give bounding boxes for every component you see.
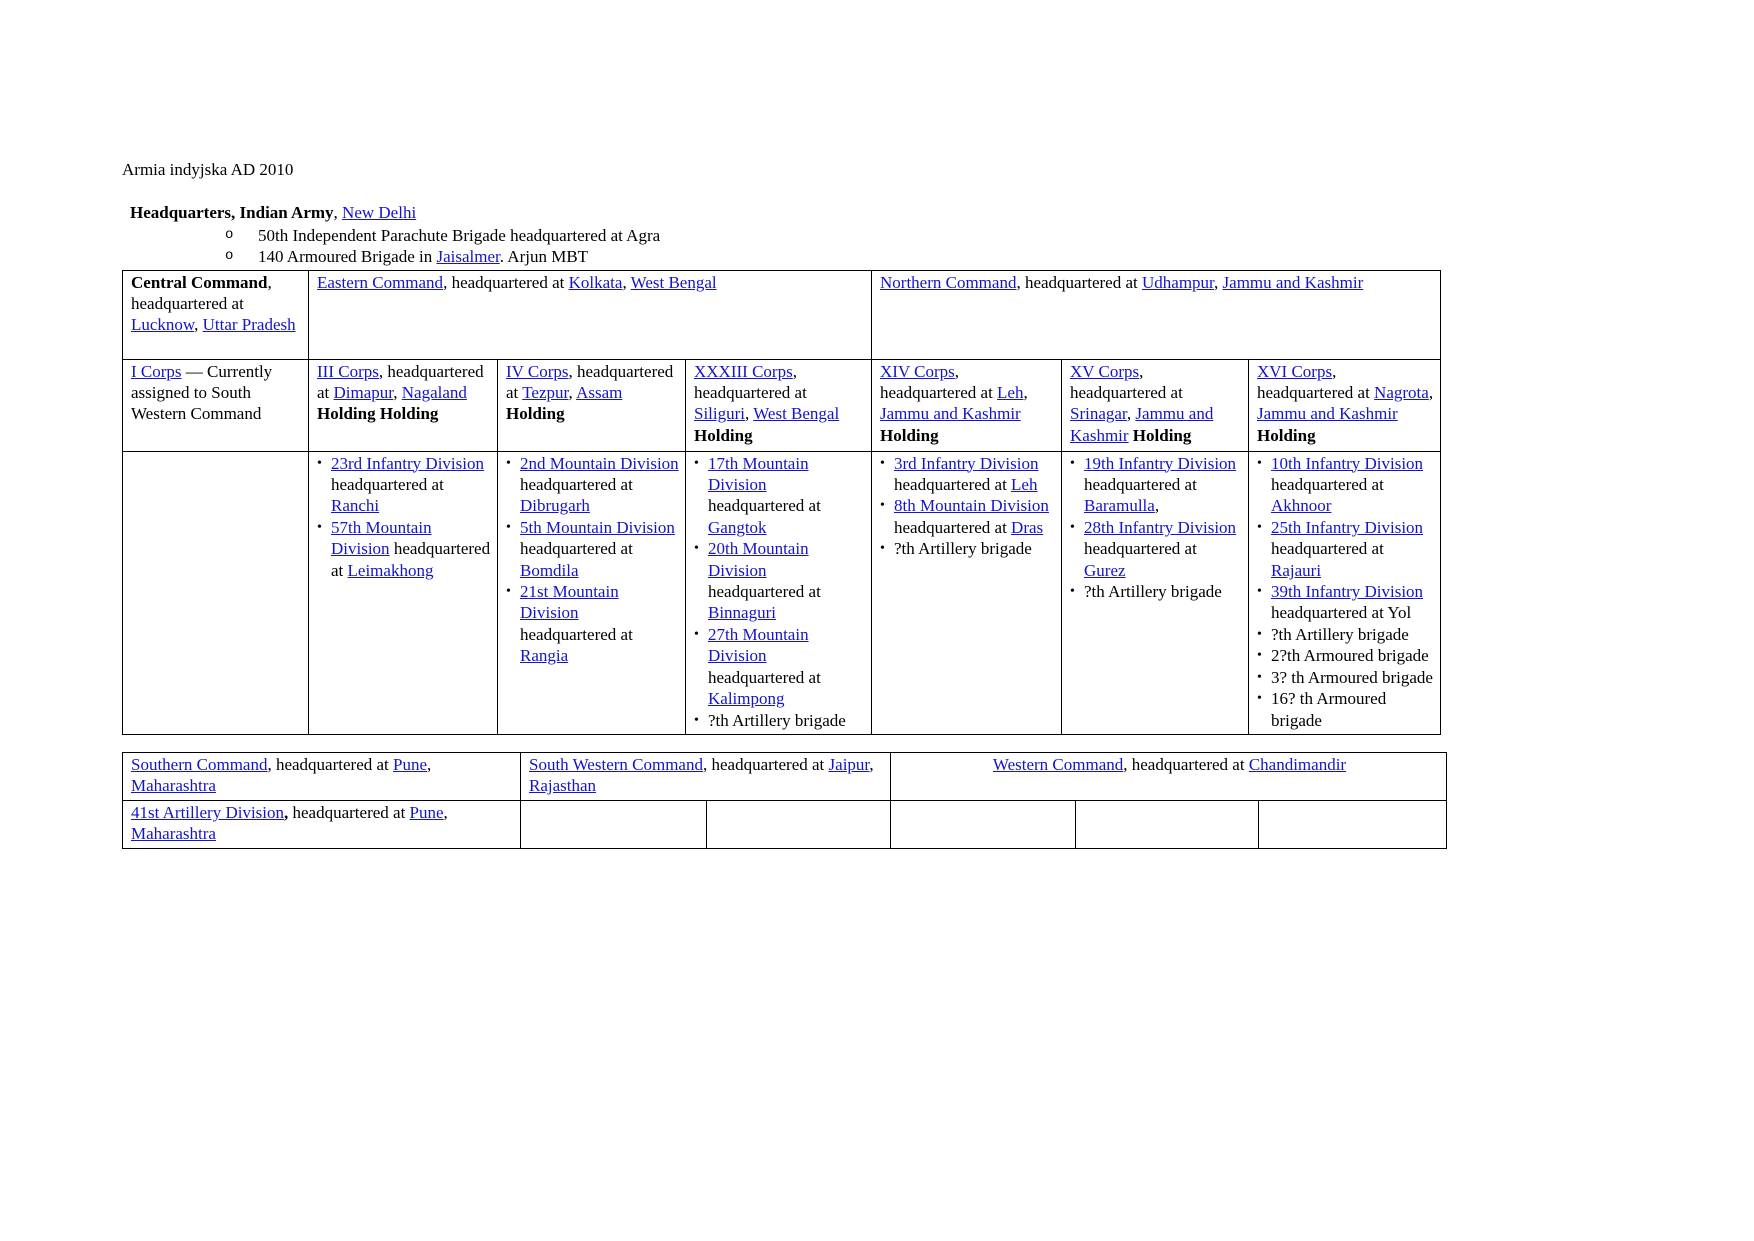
iv-corps-divisions-cell — [498, 451, 686, 734]
bullet-icon: • — [880, 498, 885, 514]
bullet-icon: • — [1070, 584, 1075, 600]
text-run: Headquarters, Indian Army — [130, 203, 334, 223]
link-tezpur[interactable]: Tezpur — [522, 383, 569, 403]
xvi-corps-cell — [1249, 359, 1441, 451]
text-run: headquartered at — [520, 475, 633, 495]
text-run: , headquartered at — [702, 754, 829, 774]
list-item — [1257, 667, 1434, 688]
text-run: Central Command — [131, 272, 268, 292]
link-siliguri[interactable]: Siliguri — [694, 404, 746, 424]
text-run: headquartered at — [1271, 539, 1384, 559]
list-item-text — [331, 517, 491, 581]
link-jammu-and-kashmir[interactable]: Jammu and Kashmir — [880, 404, 1021, 424]
list-item — [694, 538, 865, 624]
text-run: 50th Independent Parachute Brigade headquartered at Agra — [258, 225, 661, 245]
link-rajauri[interactable]: Rajauri — [1271, 560, 1322, 580]
list-item-text — [894, 538, 1055, 559]
text-run: , headquartered at — [443, 272, 569, 292]
link-srinagar[interactable]: Srinagar — [1070, 404, 1127, 424]
text-run: , — [622, 272, 631, 292]
text-run: ?th Artillery brigade — [894, 539, 1032, 559]
link-xiv-corps[interactable]: XIV Corps — [880, 361, 955, 381]
link-57th-mountain-division[interactable]: 57th Mountain Division — [331, 517, 432, 559]
bullet-icon: • — [1257, 455, 1262, 471]
bullet-icon: • — [1257, 584, 1262, 600]
link-chandimandir[interactable]: Chandimandir — [1248, 754, 1347, 774]
text-run: , headquartered at — [506, 361, 674, 403]
list-item — [694, 710, 865, 731]
bullet-icon: • — [880, 541, 885, 557]
link-leh[interactable]: Leh — [1011, 475, 1038, 495]
list-item-text — [520, 453, 679, 517]
link-iv-corps[interactable]: IV Corps — [506, 361, 569, 381]
link-south-western-command[interactable]: South Western Command — [529, 754, 703, 774]
link-iii-corps[interactable]: III Corps — [317, 361, 379, 381]
document-title: Armia indyjska AD 2010 — [122, 160, 294, 179]
xiv-corps-divisions-cell — [872, 451, 1062, 734]
text-run: ?th Artillery brigade — [1084, 582, 1222, 602]
list-item-text — [894, 453, 1055, 496]
link-maharashtra[interactable]: Maharashtra — [131, 824, 216, 844]
link-bomdila[interactable]: Bomdila — [520, 560, 579, 580]
link-23rd-infantry-division[interactable]: 23rd Infantry Division — [331, 453, 484, 473]
text-run: , — [194, 315, 203, 335]
link-udhampur[interactable]: Udhampur — [1142, 272, 1215, 292]
circle-bullet-icon: o — [225, 248, 234, 265]
link-17th-mountain-division[interactable]: 17th Mountain Division — [708, 453, 809, 495]
bullet-icon: • — [694, 626, 699, 642]
list-item — [122, 246, 1754, 267]
link-leimakhong[interactable]: Leimakhong — [347, 560, 434, 580]
link-leh[interactable]: Leh — [997, 383, 1024, 403]
xxxiii-corps-cell — [686, 359, 872, 451]
link-lucknow[interactable]: Lucknow — [131, 315, 195, 335]
headquarters-line — [130, 202, 1754, 223]
bullet-icon: • — [694, 455, 699, 471]
text-run: headquartered at — [894, 517, 1012, 537]
south-western-command-cell — [521, 752, 891, 800]
link-baramulla[interactable]: Baramulla — [1084, 496, 1155, 516]
bullet-icon: • — [694, 541, 699, 557]
text-run: , headquartered at — [1016, 272, 1142, 292]
link-xvi-corps[interactable]: XVI Corps — [1257, 361, 1333, 381]
text-run: , headquartered at — [694, 361, 807, 403]
list-item-text — [708, 538, 865, 624]
list-item — [122, 225, 1754, 246]
link-maharashtra[interactable]: Maharashtra — [131, 776, 216, 796]
list-item-text — [1084, 453, 1242, 517]
text-run: , — [869, 754, 874, 774]
text-run: , — [443, 802, 448, 822]
text-run: , headquartered at — [267, 754, 394, 774]
list-item-text — [258, 225, 660, 246]
list-item — [1070, 453, 1242, 517]
link-21st-mountain-division[interactable]: 21st Mountain Division — [520, 582, 619, 623]
text-run: , headquartered at — [131, 272, 272, 314]
text-run: , — [1154, 496, 1160, 516]
xvi-corps-divisions-cell — [1249, 451, 1441, 734]
link-assam[interactable]: Assam — [576, 383, 623, 403]
text-run: Holding Holding — [317, 404, 439, 424]
bullet-icon: • — [1257, 626, 1262, 642]
link-41st-artillery-division[interactable]: 41st Artillery Division — [131, 802, 284, 822]
text-run: , — [1214, 272, 1223, 292]
link-kolkata[interactable]: Kolkata — [568, 272, 623, 292]
text-run: headquartered at — [520, 539, 633, 559]
text-run: ?th Artillery brigade — [708, 710, 846, 730]
link-new-delhi[interactable]: New Delhi — [342, 203, 417, 223]
text-run: , — [284, 802, 289, 822]
link-rangia[interactable]: Rangia — [520, 646, 569, 666]
artillery-division-cell — [123, 800, 521, 848]
link-5th-mountain-division[interactable]: 5th Mountain Division — [520, 517, 675, 537]
empty-cell — [707, 800, 891, 848]
link-west-bengal[interactable]: West Bengal — [630, 272, 717, 292]
bullet-icon: • — [694, 712, 699, 728]
list-item — [506, 453, 679, 517]
link-northern-command[interactable]: Northern Command — [880, 272, 1017, 292]
list-item-text — [894, 495, 1055, 538]
list-item — [506, 517, 679, 581]
list-item-text — [520, 581, 679, 667]
empty-cell — [521, 800, 707, 848]
text-run: , headquartered at — [880, 361, 998, 403]
list-item — [1257, 517, 1434, 581]
text-run: , — [393, 383, 402, 403]
text-run: ?th Artillery brigade — [1271, 624, 1409, 644]
link-jammu-and-kashmir[interactable]: Jammu and Kashmir — [1222, 272, 1364, 292]
link-dimapur[interactable]: Dimapur — [333, 383, 394, 403]
text-run: , headquartered at — [1070, 361, 1183, 403]
empty-cell — [123, 451, 309, 734]
list-item-text — [1271, 453, 1434, 517]
text-run: headquartered at — [1084, 539, 1197, 559]
list-item — [317, 453, 491, 517]
xxxiii-corps-divisions-cell — [686, 451, 872, 734]
xiv-corps-cell — [872, 359, 1062, 451]
link-western-command[interactable]: Western Command — [992, 754, 1124, 774]
link-pune[interactable]: Pune — [409, 802, 444, 822]
text-run: , — [333, 203, 343, 223]
text-run: Holding — [506, 404, 565, 424]
bullet-icon: • — [1257, 669, 1262, 685]
link-eastern-command[interactable]: Eastern Command — [317, 272, 444, 292]
link-10th-infantry-division[interactable]: 10th Infantry Division — [1271, 453, 1424, 473]
link-27th-mountain-division[interactable]: 27th Mountain Division — [708, 624, 809, 666]
link-jammu-and-kashmir[interactable]: Jammu and Kashmir — [1257, 404, 1398, 424]
text-run: headquartered at — [520, 624, 633, 644]
link-dras[interactable]: Dras — [1011, 517, 1044, 537]
list-item — [880, 538, 1055, 559]
text-run: 3? th Armoured brigade — [1271, 667, 1433, 687]
link-akhnoor[interactable]: Akhnoor — [1271, 496, 1332, 516]
text-run: headquartered at — [708, 582, 821, 602]
list-item — [694, 453, 865, 539]
list-item-text — [1271, 517, 1434, 581]
link-rajasthan[interactable]: Rajasthan — [529, 776, 597, 796]
link-jaisalmer[interactable]: Jaisalmer — [436, 247, 500, 267]
bullet-icon: • — [1070, 519, 1075, 535]
list-item-text — [1271, 667, 1434, 688]
bullet-icon: • — [317, 455, 322, 471]
text-run: 16? th Armoured brigade — [1271, 689, 1387, 730]
link-dibrugarh[interactable]: Dibrugarh — [520, 496, 590, 516]
link-28th-infantry-division[interactable]: 28th Infantry Division — [1084, 517, 1237, 537]
list-item — [1257, 645, 1434, 666]
text-run: headquartered at Yol — [1271, 603, 1412, 623]
i-corps-cell — [123, 359, 309, 451]
link-pune[interactable]: Pune — [393, 754, 428, 774]
table-row — [123, 270, 1441, 359]
list-item-text — [1271, 581, 1434, 624]
empty-cell — [1259, 800, 1447, 848]
northern-command-cell — [872, 270, 1441, 359]
xv-corps-cell — [1062, 359, 1249, 451]
eastern-command-cell — [309, 270, 872, 359]
bullet-icon: • — [1257, 519, 1262, 535]
bullet-icon: • — [1070, 455, 1075, 471]
bullet-icon: • — [506, 455, 511, 471]
link-i-corps[interactable]: I Corps — [131, 361, 182, 381]
link-gangtok[interactable]: Gangtok — [708, 517, 767, 537]
text-run: , headquartered at — [1257, 361, 1375, 403]
link-2nd-mountain-division[interactable]: 2nd Mountain Division — [520, 453, 679, 473]
iii-corps-cell — [309, 359, 498, 451]
link-xxxiii-corps[interactable]: XXXIII Corps — [694, 361, 793, 381]
text-run: headquartered at — [1271, 475, 1384, 495]
bullet-icon: • — [1257, 691, 1262, 707]
text-run: Holding — [694, 425, 753, 445]
bullet-icon: • — [1257, 648, 1262, 664]
bullet-icon: • — [506, 519, 511, 535]
southern-commands-table — [122, 752, 1447, 849]
link-xv-corps[interactable]: XV Corps — [1070, 361, 1140, 381]
iv-corps-cell — [498, 359, 686, 451]
text-run: headquartered at — [1084, 475, 1197, 495]
link-19th-infantry-division[interactable]: 19th Infantry Division — [1084, 453, 1237, 473]
link-gurez[interactable]: Gurez — [1084, 560, 1126, 580]
commands-table — [122, 270, 1441, 735]
link-8th-mountain-division[interactable]: 8th Mountain Division — [894, 496, 1049, 516]
text-run: , — [1126, 404, 1136, 424]
list-item-text — [1271, 688, 1434, 731]
iii-corps-divisions-cell — [309, 451, 498, 734]
list-item — [880, 495, 1055, 538]
text-run: 2?th Armoured brigade — [1271, 646, 1429, 666]
link-ranchi[interactable]: Ranchi — [331, 496, 380, 516]
list-item-text — [708, 710, 865, 731]
text-run: , headquartered at — [317, 361, 484, 403]
table-row — [123, 800, 1447, 848]
bullet-icon: • — [317, 519, 322, 535]
southern-command-cell — [123, 752, 521, 800]
list-item — [506, 581, 679, 667]
table-row — [123, 752, 1447, 800]
list-item — [1257, 688, 1434, 731]
text-run: Holding — [1257, 425, 1316, 445]
list-item — [1257, 453, 1434, 517]
text-run: , — [745, 404, 754, 424]
link-20th-mountain-division[interactable]: 20th Mountain Division — [708, 539, 809, 580]
list-item-text — [708, 453, 865, 539]
text-run: — Currently assigned to South Western Command — [131, 361, 273, 424]
list-item — [1070, 581, 1242, 602]
link-nagrota[interactable]: Nagrota — [1374, 383, 1429, 403]
empty-cell — [891, 800, 1076, 848]
list-item-text — [331, 453, 491, 517]
list-item-text — [1084, 517, 1242, 581]
bullet-icon: • — [880, 455, 885, 471]
list-item — [694, 624, 865, 710]
list-item-text — [258, 246, 588, 267]
link-jammu-and-kashmir[interactable]: Jammu and Kashmir — [1070, 404, 1214, 445]
text-run: headquartered at — [708, 667, 821, 687]
text-run: Holding — [1132, 425, 1192, 445]
text-run: , — [568, 383, 577, 403]
link-west-bengal[interactable]: West Bengal — [753, 404, 840, 424]
empty-cell — [1076, 800, 1259, 848]
text-run: Holding — [880, 425, 939, 445]
link-nagaland[interactable]: Nagaland — [401, 383, 467, 403]
text-run: headquartered at — [708, 496, 821, 516]
text-run: , headquartered at — [1123, 754, 1249, 774]
list-item-text — [1271, 624, 1434, 645]
xv-corps-divisions-cell — [1062, 451, 1249, 734]
link-39th-infantry-division[interactable]: 39th Infantry Division — [1271, 582, 1424, 602]
bullet-icon: • — [506, 584, 511, 600]
text-run: , — [427, 754, 432, 774]
list-item-text — [520, 517, 679, 581]
list-item — [880, 453, 1055, 496]
list-item — [1257, 624, 1434, 645]
list-item-text — [1271, 645, 1434, 666]
western-command-cell — [891, 752, 1447, 800]
text-run: , — [1428, 383, 1434, 403]
link-3rd-infantry-division[interactable]: 3rd Infantry Division — [894, 453, 1039, 473]
text-run: headquartered at — [894, 475, 1012, 495]
link-kalimpong[interactable]: Kalimpong — [708, 689, 785, 709]
link-uttar-pradesh[interactable]: Uttar Pradesh — [202, 315, 296, 335]
text-run: headquartered at — [288, 802, 410, 822]
link-binnaguri[interactable]: Binnaguri — [708, 603, 776, 623]
circle-bullet-icon: o — [225, 226, 234, 243]
text-run: headquartered at — [331, 539, 491, 580]
text-run: , — [1023, 383, 1028, 403]
table-row — [123, 359, 1441, 451]
table-row — [123, 451, 1441, 734]
list-item — [1257, 581, 1434, 624]
text-run: headquartered at — [331, 475, 444, 495]
link-jaipur[interactable]: Jaipur — [828, 754, 870, 774]
list-item-text — [708, 624, 865, 710]
link-25th-infantry-division[interactable]: 25th Infantry Division — [1271, 517, 1424, 537]
list-item — [1070, 517, 1242, 581]
text-run: 140 Armoured Brigade in — [258, 247, 437, 267]
text-run: . Arjun MBT — [499, 247, 589, 267]
list-item-text — [1084, 581, 1242, 602]
link-southern-command[interactable]: Southern Command — [131, 754, 268, 774]
list-item — [317, 517, 491, 581]
central-command-cell — [123, 270, 309, 359]
